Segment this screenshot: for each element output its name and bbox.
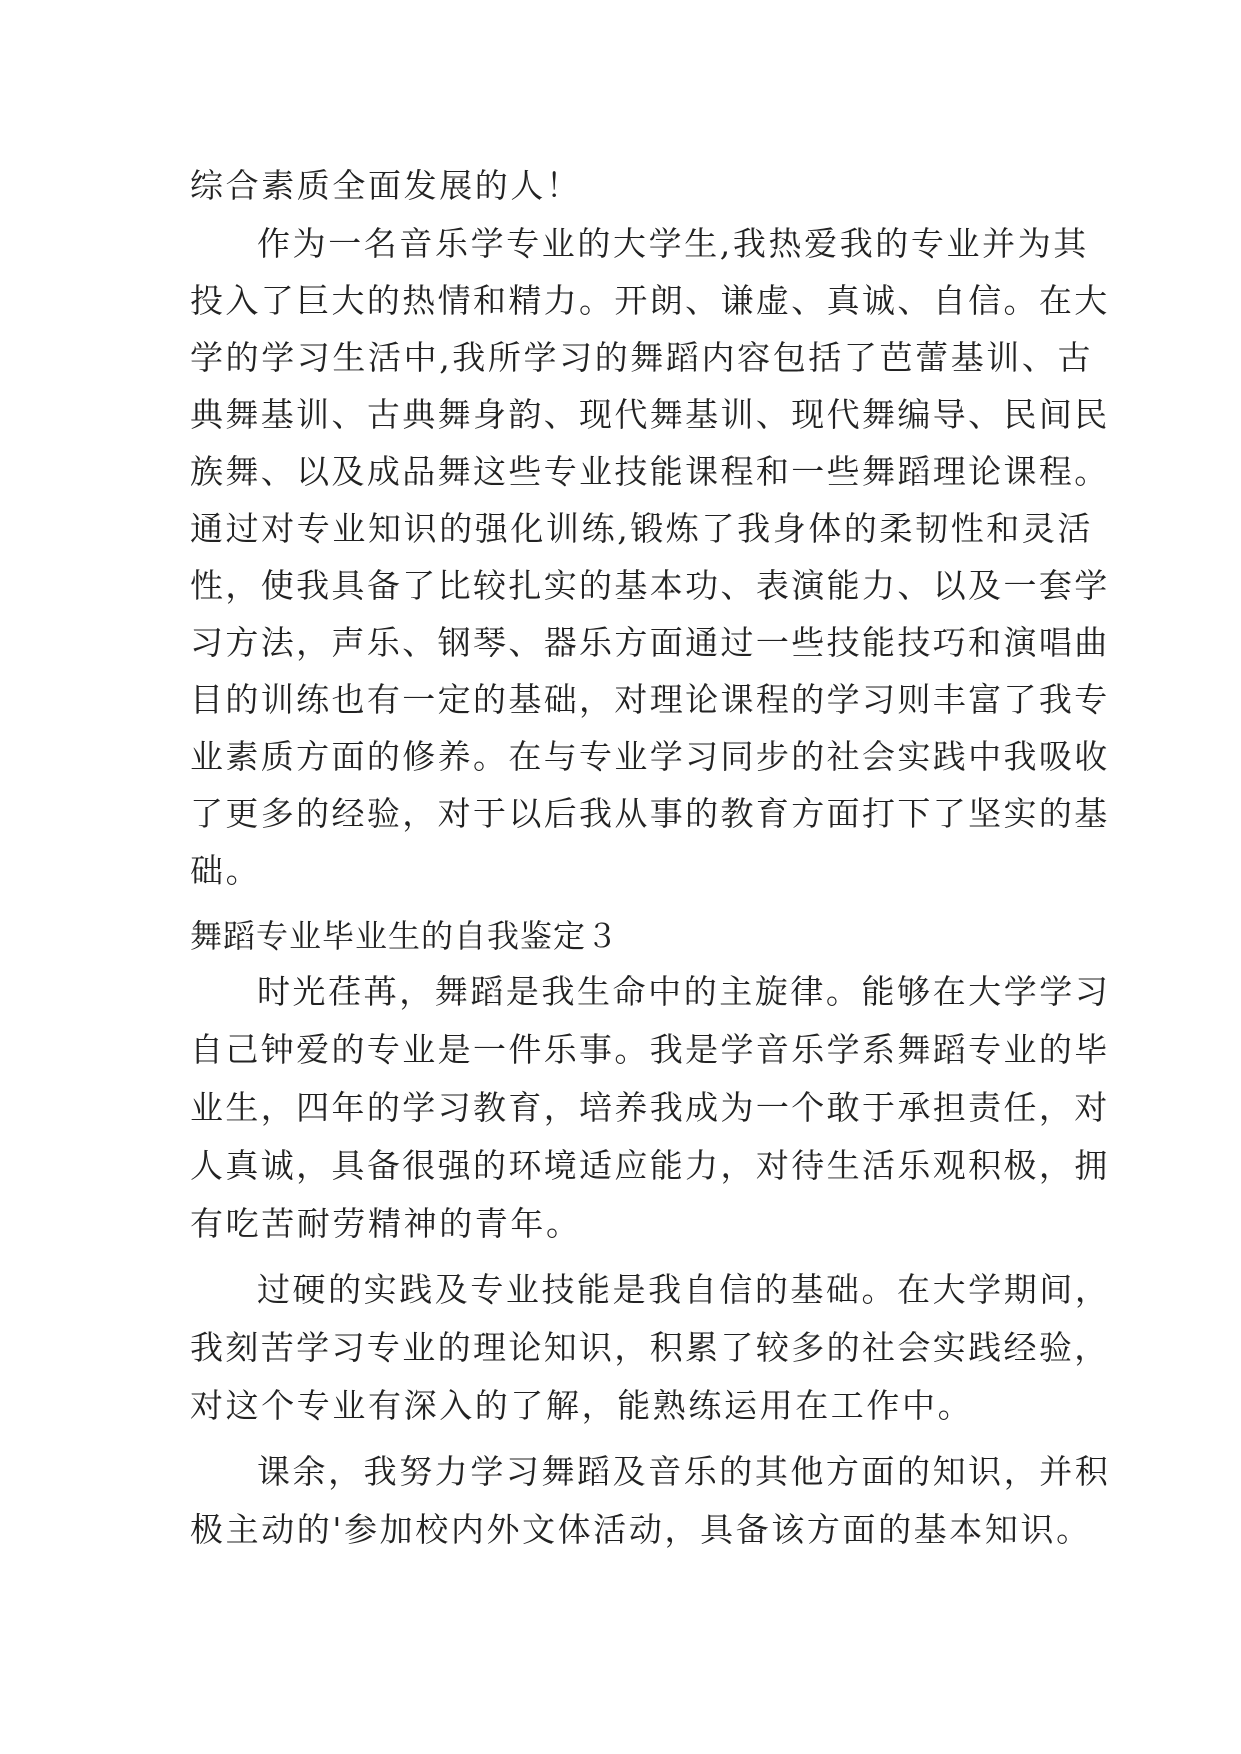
text-line: 目的训练也有一定的基础，对理论课程的学习则丰富了我专 <box>190 680 1110 719</box>
text-line: 我刻苦学习专业的理论知识，积累了较多的社会实践经验， <box>190 1328 1110 1367</box>
text-line: 了更多的经验，对于以后我从事的教育方面打下了坚实的基 <box>190 794 1110 833</box>
paragraph-first-line: 课余，我努力学习舞蹈及音乐的其他方面的知识，并积 <box>257 1452 1111 1491</box>
text-line: 学的学习生活中,我所学习的舞蹈内容包括了芭蕾基训、古 <box>190 338 1094 377</box>
paragraph-first-line: 作为一名音乐学专业的大学生,我热爱我的专业并为其 <box>257 224 1089 263</box>
text-line: 业素质方面的修养。在与专业学习同步的社会实践中我吸收 <box>190 737 1110 776</box>
text-line: 础。 <box>190 851 262 890</box>
text-line: 性，使我具备了比较扎实的基本功、表演能力、以及一套学 <box>190 566 1110 605</box>
text-line: 人真诚，具备很强的环境适应能力，对待生活乐观积极，拥 <box>190 1146 1110 1185</box>
text-line: 极主动的'参加校内外文体活动，具备该方面的基本知识。 <box>190 1510 1092 1549</box>
section-heading: 舞蹈专业毕业生的自我鉴定３ <box>190 917 620 955</box>
text-line: 典舞基训、古典舞身韵、现代舞基训、现代舞编导、民间民 <box>190 395 1110 434</box>
paragraph-first-line: 时光荏苒，舞蹈是我生命中的主旋律。能够在大学学习 <box>257 972 1111 1011</box>
text-line: 习方法，声乐、钢琴、器乐方面通过一些技能技巧和演唱曲 <box>190 623 1110 662</box>
paragraph-first-line: 过硬的实践及专业技能是我自信的基础。在大学期间， <box>257 1270 1111 1309</box>
text-line: 自己钟爱的专业是一件乐事。我是学音乐学系舞蹈专业的毕 <box>190 1030 1110 1069</box>
text-line: 对这个专业有深入的了解，能熟练运用在工作中。 <box>190 1386 974 1425</box>
text-line: 族舞、以及成品舞这些专业技能课程和一些舞蹈理论课程。 <box>190 452 1110 491</box>
text-line: 有吃苦耐劳精神的青年。 <box>190 1204 582 1243</box>
text-line: 投入了巨大的热情和精力。开朗、谦虚、真诚、自信。在大 <box>190 281 1110 320</box>
text-line: 综合素质全面发展的人！ <box>190 166 582 205</box>
text-line: 业生，四年的学习教育，培养我成为一个敢于承担责任，对 <box>190 1088 1110 1127</box>
text-line: 通过对专业知识的强化训练,锻炼了我身体的柔韧性和灵活 <box>190 509 1094 548</box>
